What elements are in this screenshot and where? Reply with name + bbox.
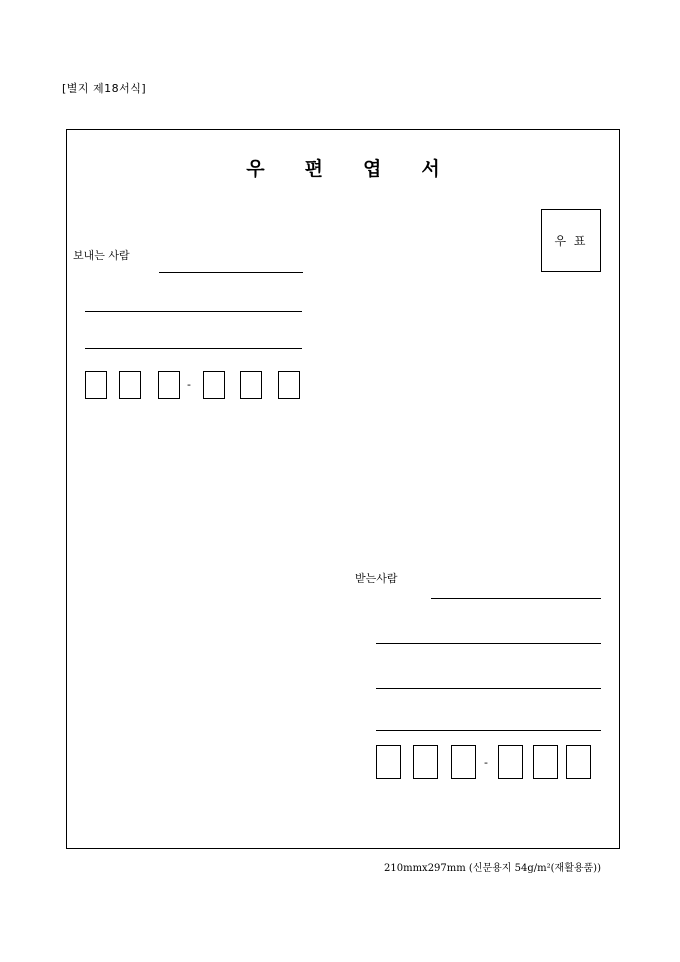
sender-postal-box-2[interactable] xyxy=(119,371,141,399)
postcard xyxy=(66,129,620,849)
recipient-label: 받는사람 xyxy=(355,572,398,585)
sender-postal-box-3[interactable] xyxy=(158,371,180,399)
sender-address-line-2[interactable] xyxy=(85,348,302,349)
form-label: [별지 제18서식] xyxy=(62,82,147,95)
sender-postal-hyphen: - xyxy=(187,378,191,391)
sender-postal-box-5[interactable] xyxy=(240,371,262,399)
recipient-postal-hyphen: - xyxy=(484,756,488,769)
recipient-postal-box-4[interactable] xyxy=(498,745,523,779)
sender-postal-box-4[interactable] xyxy=(203,371,225,399)
stamp-label: 우 표 xyxy=(554,234,588,248)
title-char: 엽 xyxy=(363,158,382,180)
recipient-name-line[interactable] xyxy=(431,598,601,599)
sender-address-line-1[interactable] xyxy=(85,311,302,312)
sender-postal-box-6[interactable] xyxy=(278,371,300,399)
title-char: 우 xyxy=(246,158,265,180)
postcard-title xyxy=(67,154,619,181)
recipient-address-line-1[interactable] xyxy=(376,643,601,644)
recipient-address-line-2[interactable] xyxy=(376,688,601,689)
title-char: 서 xyxy=(421,158,440,180)
recipient-postal-box-3[interactable] xyxy=(451,745,476,779)
paper-spec-footer: 210mmx297mm (신문용지 54g/m²(재활용품)) xyxy=(384,863,601,874)
sender-label: 보내는 사람 xyxy=(73,249,130,262)
recipient-postal-box-2[interactable] xyxy=(413,745,438,779)
recipient-postal-box-1[interactable] xyxy=(376,745,401,779)
recipient-postal-box-6[interactable] xyxy=(566,745,591,779)
recipient-address-line-3[interactable] xyxy=(376,730,601,731)
sender-name-line[interactable] xyxy=(159,272,303,273)
sender-postal-box-1[interactable] xyxy=(85,371,107,399)
stamp-box xyxy=(541,209,601,272)
title-char: 편 xyxy=(304,158,323,180)
recipient-postal-box-5[interactable] xyxy=(533,745,558,779)
